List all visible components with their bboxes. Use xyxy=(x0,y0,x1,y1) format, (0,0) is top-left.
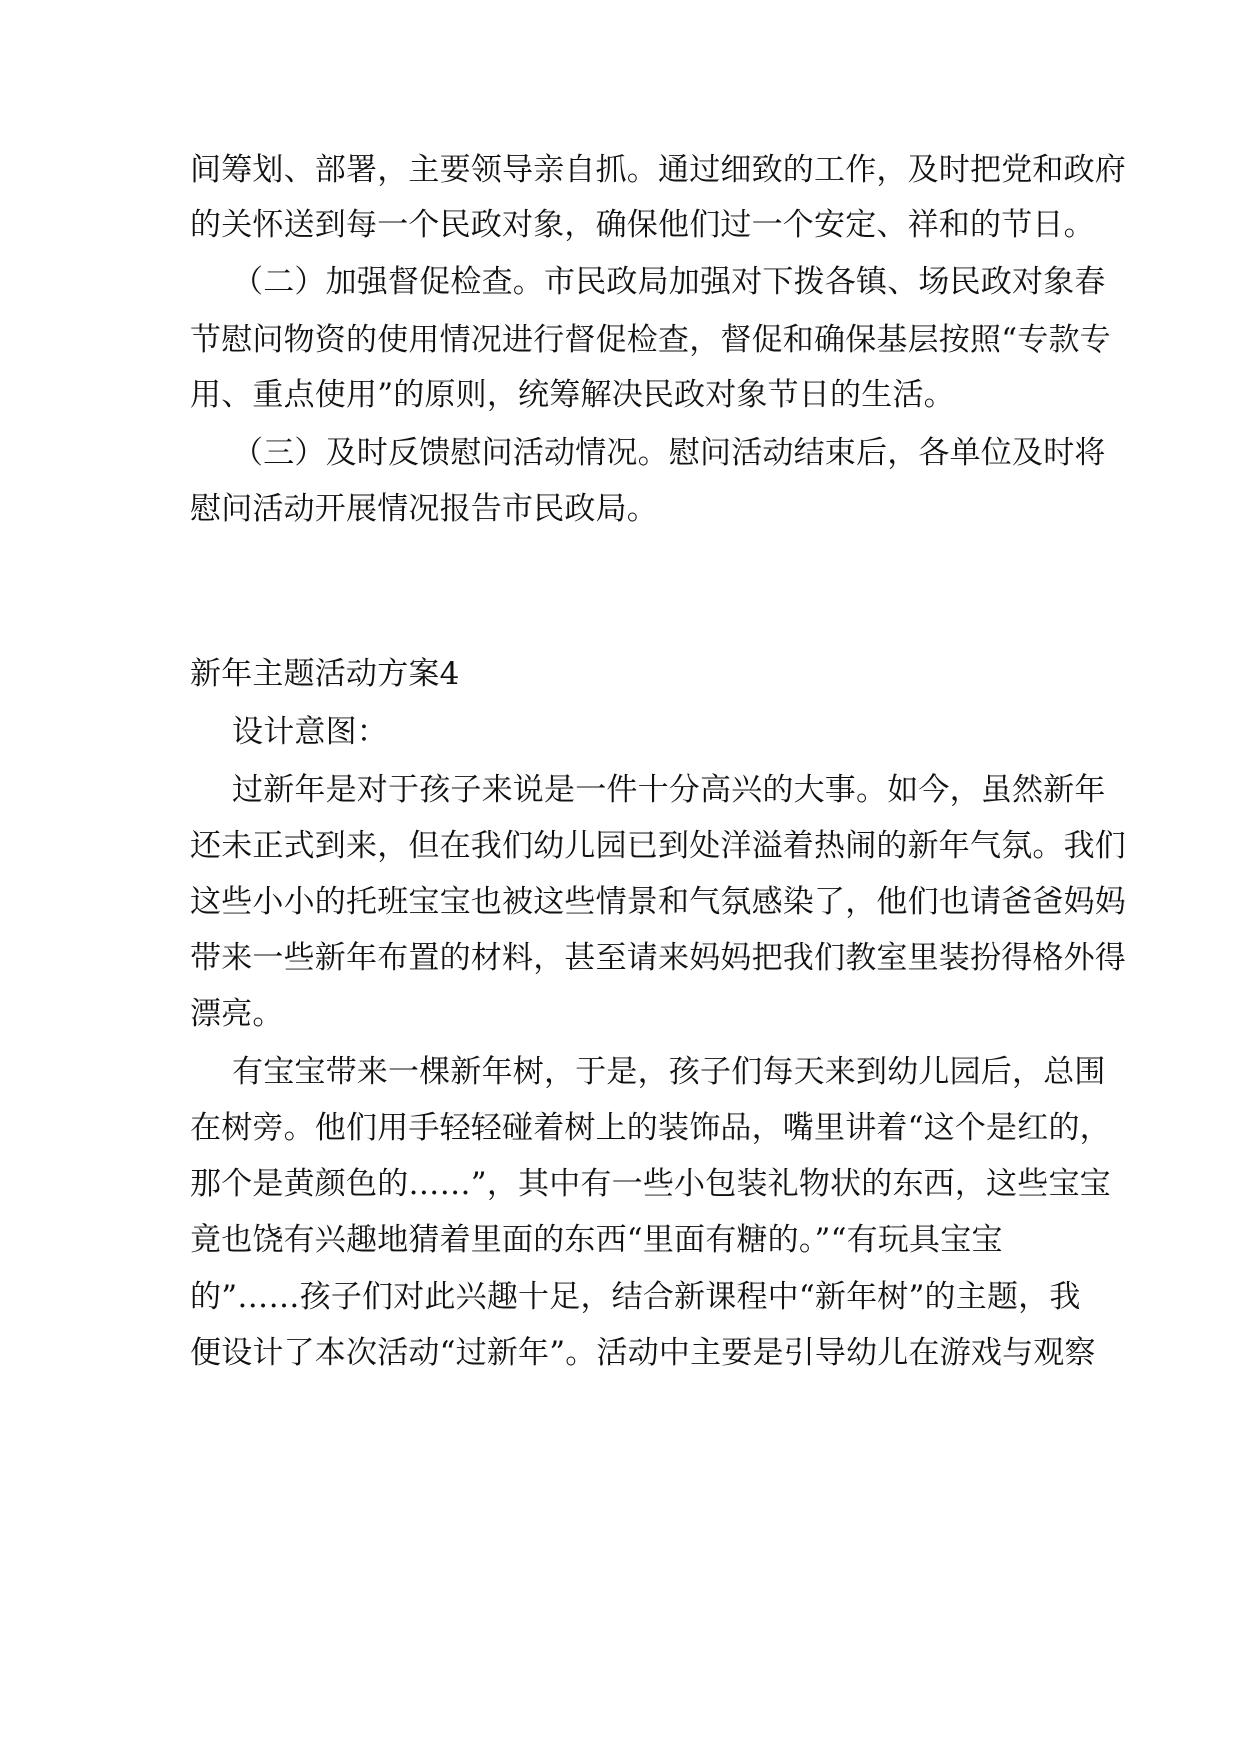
paragraph-line: 带来一些新年布置的材料，甚至请来妈妈把我们教室里装扮得格外得 xyxy=(190,940,1126,976)
paragraph-line: 竟也饶有兴趣地猜着里面的东西“里面有糖的。”“有玩具宝宝 xyxy=(190,1222,1003,1258)
paragraph-line: 的关怀送到每一个民政对象，确保他们过一个安定、祥和的节日。 xyxy=(190,207,1095,243)
paragraph-line: （三）及时反馈慰问活动情况。慰问活动结束后，各单位及时将 xyxy=(232,435,1106,471)
section-subheading: 设计意图： xyxy=(232,714,388,750)
paragraph-line: 过新年是对于孩子来说是一件十分高兴的大事。如今，虽然新年 xyxy=(232,772,1106,808)
paragraph-line: 慰问活动开展情况报告市民政局。 xyxy=(190,491,658,527)
paragraph-line: 漂亮。 xyxy=(190,996,284,1032)
paragraph-line: 便设计了本次活动“过新年”。活动中主要是引导幼儿在游戏与观察 xyxy=(190,1335,1096,1371)
paragraph-line: 用、重点使用”的原则，统筹解决民政对象节日的生活。 xyxy=(190,377,955,413)
paragraph-line: 还未正式到来，但在我们幼儿园已到处洋溢着热闹的新年气氛。我们 xyxy=(190,828,1126,864)
paragraph-line: 这些小小的托班宝宝也被这些情景和气氛感染了，他们也请爸爸妈妈 xyxy=(190,884,1126,920)
paragraph-line: 的”……孩子们对此兴趣十足，结合新课程中“新年树”的主题，我 xyxy=(190,1279,1081,1315)
paragraph-line: 间筹划、部署，主要领导亲自抓。通过细致的工作，及时把党和政府 xyxy=(190,152,1126,188)
paragraph-line: 那个是黄颜色的……”，其中有一些小包装礼物状的东西，这些宝宝 xyxy=(190,1166,1111,1202)
section-heading: 新年主题活动方案4 xyxy=(190,656,460,692)
paragraph-line: （二）加强督促检查。市民政局加强对下拨各镇、场民政对象春 xyxy=(232,264,1106,300)
paragraph-line: 节慰问物资的使用情况进行督促检查，督促和确保基层按照“专款专 xyxy=(190,322,1111,358)
paragraph-line: 在树旁。他们用手轻轻碰着树上的装饰品，嘴里讲着“这个是红的， xyxy=(190,1110,1111,1146)
paragraph-line: 有宝宝带来一棵新年树，于是，孩子们每天来到幼儿园后，总围 xyxy=(232,1054,1106,1090)
